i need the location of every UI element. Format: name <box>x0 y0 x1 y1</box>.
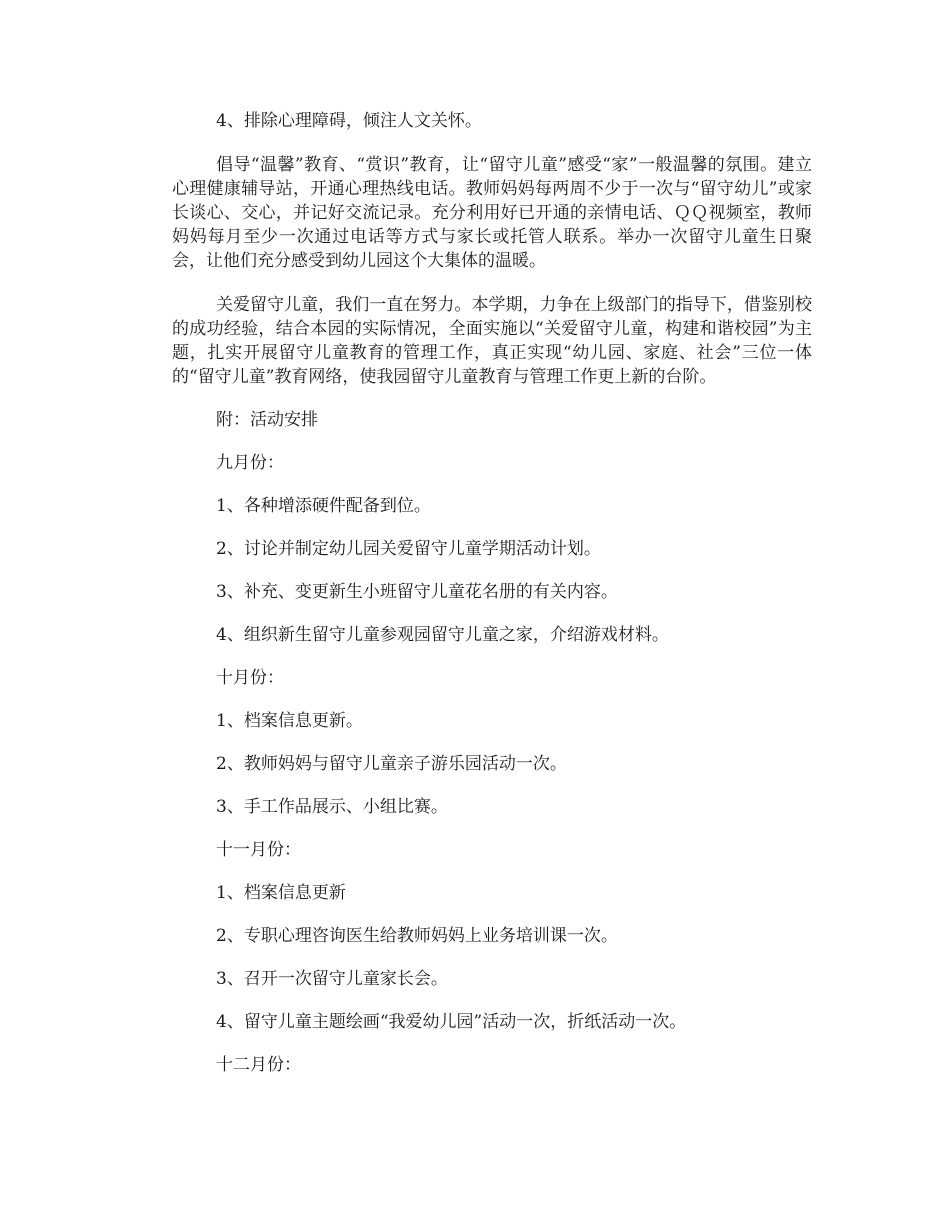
list-item: 2、教师妈妈与留守儿童亲子游乐园活动一次。 <box>216 754 567 774</box>
list-item: 2、专职心理咨询医生给教师妈妈上业务培训课一次。 <box>216 926 618 946</box>
list-item: 1、档案信息更新 <box>216 883 346 903</box>
list-item: 1、档案信息更新。 <box>216 711 363 731</box>
list-item: 4、组织新生留守儿童参观园留守儿童之家，介绍游戏材料。 <box>216 625 669 645</box>
list-item: 3、手工作品展示、小组比赛。 <box>216 797 448 817</box>
list-item: 1、各种增添硬件配备到位。 <box>216 496 431 516</box>
list-item: 3、补充、变更新生小班留守儿童花名册的有关内容。 <box>216 582 618 602</box>
section-heading-schedule: 附：活动安排 <box>216 410 318 430</box>
paragraph-care-efforts: 关爱留守儿童，我们一直在努力。本学期，力争在上级部门的指导下，借鉴别校的成功经验，结合本园的实际情况，全面实施以“关爱留守儿童，构建和谐校园”为主题，扎实开展留守儿童教育的管理工作，真正实现“幼儿园、家庭、社会”三位一体的“留守儿童”教育网络，使我园留守儿童教育与管理工作更上新的台阶。 <box>172 295 812 387</box>
list-item: 2、讨论并制定幼儿园关爱留守儿童学期活动计划。 <box>216 539 601 559</box>
month-heading-november: 十一月份： <box>216 840 301 860</box>
list-item-psychology: 4、排除心理障碍，倾注人文关怀。 <box>216 111 482 131</box>
month-heading-december: 十二月份： <box>216 1055 301 1075</box>
list-item: 3、召开一次留守儿童家长会。 <box>216 969 448 989</box>
paragraph-warm-education: 倡导“温馨”教育、“赏识”教育，让“留守儿童”感受“家”一般温馨的氛围。建立心理健康辅导站，开通心理热线电话。教师妈妈每两周不少于一次与“留守幼儿”或家长谈心、交心，并记好交流记录。充分利用好已开通的亲情电话、ＱＱ视频室，教师妈妈每月至少一次通过电话等方式与家长或托管人联系。举办一次留守儿童生日聚会，让他们充分感受到幼儿园这个大集体的温暖。 <box>172 155 812 271</box>
month-heading-october: 十月份： <box>216 668 284 688</box>
list-item: 4、留守儿童主题绘画“我爱幼儿园”活动一次，折纸活动一次。 <box>216 1012 687 1032</box>
month-heading-september: 九月份： <box>216 453 284 473</box>
document-body <box>172 110 812 1097</box>
